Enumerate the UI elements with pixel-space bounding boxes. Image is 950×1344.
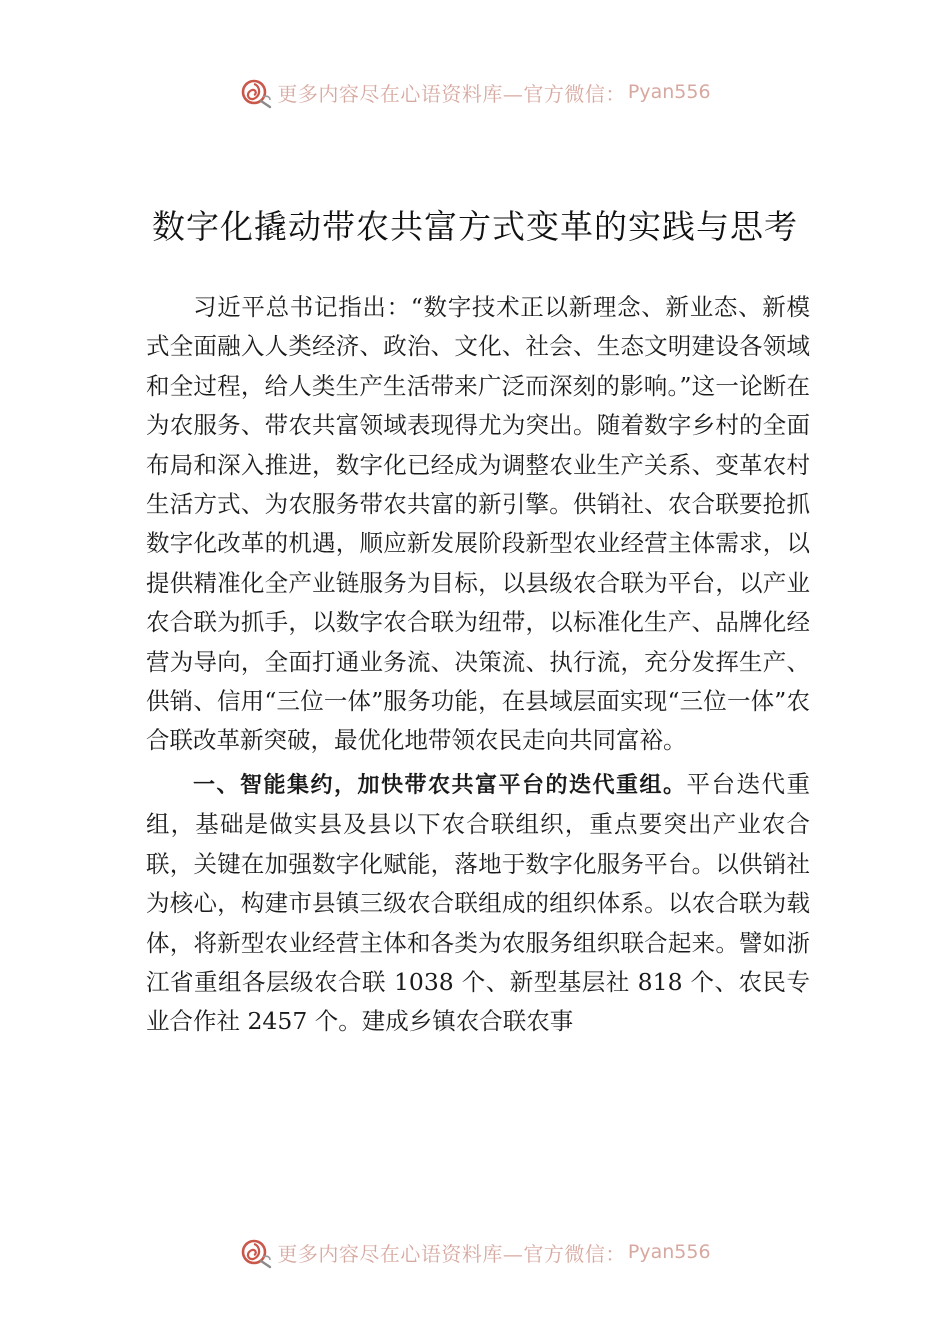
section-heading-1: 一、智能集约，加快带农共富平台的迭代重组。 xyxy=(193,772,687,798)
rose-swirl-icon xyxy=(239,75,273,109)
document-body xyxy=(146,288,810,1042)
watermark-footer xyxy=(0,1232,950,1272)
section-1-body: 平台迭代重组，基础是做实县及县以下农合联组织，重点要突出产业农合联，关键在加强数字化赋能，落地于数字化服务平台。以供销社为核心，构建市县镇三级农合联组成的组织体系。以农合联为载体，将新型农业经营主体和各类为农服务组织联合起来。譬如浙江省重组各层级农合联 1038 个、新型基层社 818 个、农民专业合作社 2457 个。建成乡镇农合联农事 xyxy=(146,769,810,1036)
watermark-wechat-id: Pyan556 xyxy=(627,1241,711,1263)
paragraph-intro: 习近平总书记指出：“数字技术正以新理念、新业态、新模式全面融入人类经济、政治、文化、社会、生态文明建设各领域和全过程，给人类生产生活带来广泛而深刻的影响。”这一论断在为农服务、带农共富领域表现得尤为突出。随着数字乡村的全面布局和深入推进，数字化已经成为调整农业生产关系、变革农村生活方式、为农服务带农共富的新引擎。供销社、农合联要抢抓数字化改革的机遇，顺应新发展阶段新型农业经营主体需求，以提供精准化全产业链服务为目标，以县级农合联为平台，以产业农合联为抓手，以数字农合联为纽带，以标准化生产、品牌化经营为导向，全面打通业务流、决策流、执行流，充分发挥生产、供销、信用“三位一体”服务功能，在县域层面实现“三位一体”农合联改革新突破，最优化地带领农民走向共同富裕。 xyxy=(146,293,810,755)
paragraph-section-1 xyxy=(146,765,810,1042)
watermark-text: 更多内容尽在心语资料库—官方微信： xyxy=(277,81,626,106)
watermark-text: 更多内容尽在心语资料库—官方微信： xyxy=(277,1241,626,1266)
rose-swirl-icon xyxy=(239,1235,273,1269)
watermark-header xyxy=(0,72,950,112)
document-title: 数字化撬动带农共富方式变革的实践与思考 xyxy=(152,207,798,246)
watermark-wechat-id: Pyan556 xyxy=(627,81,711,103)
